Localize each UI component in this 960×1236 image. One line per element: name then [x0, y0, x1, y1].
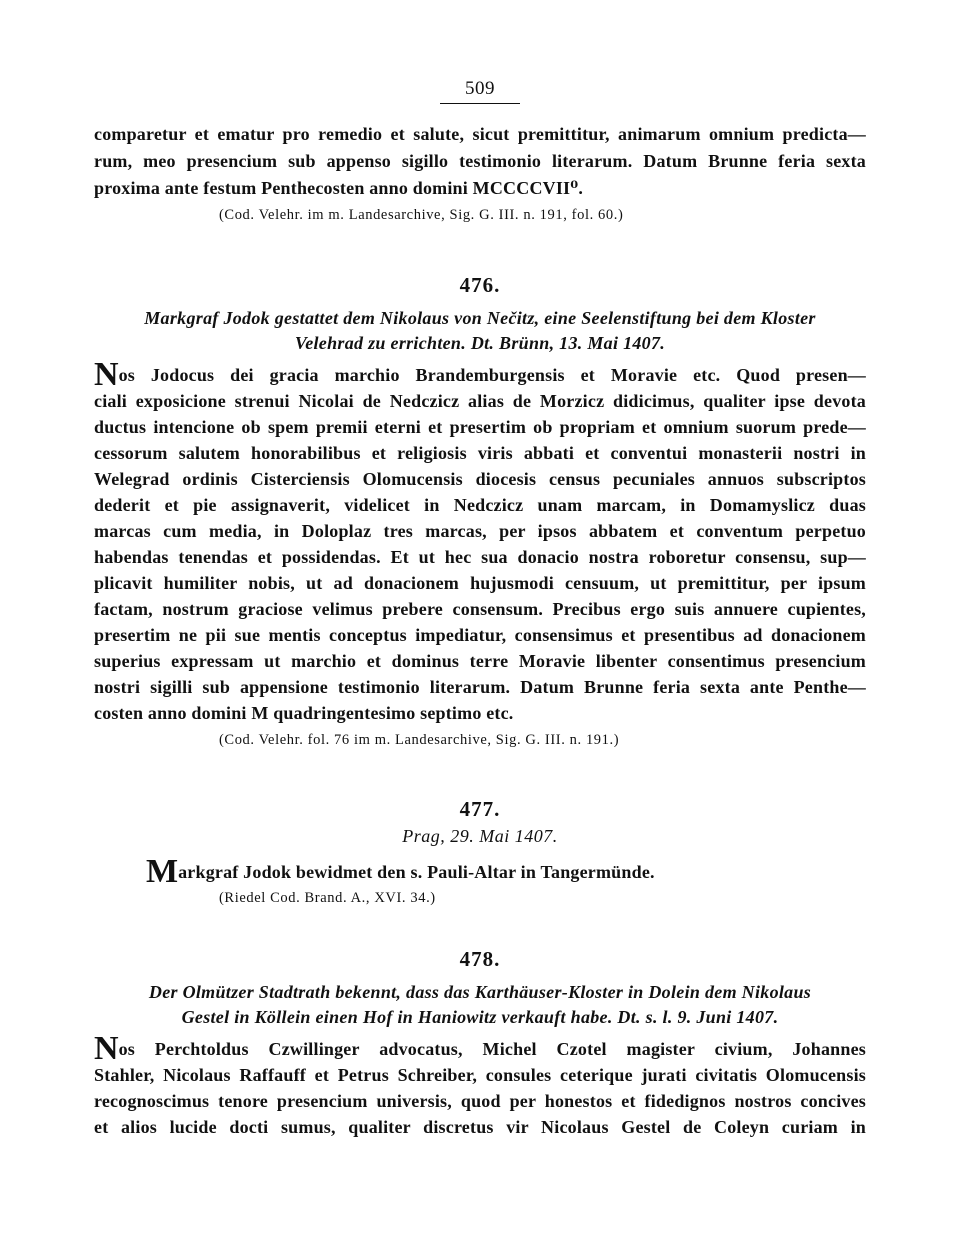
text-line	[94, 1030, 866, 1067]
source-citation: (Cod. Velehr. im m. Landesarchive, Sig. G. III. n. 191, fol. 60.)	[219, 207, 624, 223]
place-date: Prag, 29. Mai 1407.	[402, 826, 558, 846]
document-title-line: Markgraf Jodok gestattet dem Nikolaus von Nečitz, eine Seelenstiftung bei dem Kloster	[144, 308, 816, 328]
document-number: 477.	[459, 797, 501, 821]
text-line: nostri sigilli sub appensione testimonio literarum. Datum Brunne feria sexta ante Penthe—	[94, 677, 866, 697]
initial-letter: N	[94, 1030, 119, 1067]
page-number-rule	[440, 103, 520, 104]
text-line: marcas cum media, in Doloplaz tres marcas, per ipsos abbatem et conventum perpetuo	[94, 521, 866, 541]
text-line: habendas tenendas et possidendas. Et ut hec sua donacio nostra roboretur consensu, sup—	[94, 547, 866, 567]
document-number: 478.	[459, 947, 501, 971]
text-line: rum, meo presencium sub appenso sigillo testimonio literarum. Datum Brunne feria sexta	[94, 151, 866, 171]
text-line	[146, 853, 655, 890]
initial-letter: M	[146, 853, 179, 890]
text-line	[94, 356, 866, 393]
source-citation: (Cod. Velehr. fol. 76 im m. Landesarchive, Sig. G. III. n. 191.)	[219, 732, 620, 748]
text-line: Stahler, Nicolaus Raffauff et Petrus Schreiber, consules ceterique jurati civitatis Olomucensis	[94, 1065, 866, 1085]
text-line: et alios lucide docti sumus, qualiter discretus vir Nicolaus Gestel de Coleyn curiam in	[94, 1117, 866, 1137]
text-line: proxima ante festum Penthecosten anno domini MCCCCVII⁰.	[94, 178, 584, 198]
text-line: cessorum salutem honorabilibus et religiosis viris abbati et conventui monasterii nostri in	[94, 443, 866, 463]
text-line: plicavit humiliter nobis, ut ad donacionem hujusmodi censuum, ut premittitur, per ipsum	[94, 573, 866, 593]
source-citation: (Riedel Cod. Brand. A., XVI. 34.)	[219, 890, 436, 906]
document-number: 476.	[459, 273, 501, 297]
text-line: ciali exposicione strenui Nicolai de Nedczicz alias de Morzicz didicimus, qualiter ipse devota	[94, 391, 866, 411]
text-line: superius expressam ut marchio et dominus terre Moravie libenter consentimus presencium	[94, 651, 866, 671]
page-number: 509	[465, 78, 495, 99]
initial-letter: N	[94, 356, 119, 393]
document-title-line: Gestel in Köllein einen Hof in Haniowitz verkauft habe. Dt. s. l. 9. Juni 1407.	[181, 1007, 779, 1027]
text-line: dederit et pie assignaverit, videlicet in Nedczicz unam marcam, in Domamyslicz duas	[94, 495, 866, 515]
text-line-rest: os Jodocus dei gracia marchio Brandemburgensis et Moravie etc. Quod presen—	[118, 365, 866, 385]
text-line: presertim ne pii sue mentis conceptus impediatur, consensimus et presentibus ad donacionem	[94, 625, 866, 645]
text-line: ductus intencione ob spem premii eterni et presertim ob propriam et omnium suorum prede—	[94, 417, 866, 437]
text-line: Welegrad ordinis Cisterciensis Olomucensis diocesis census pecuniales annuos subscriptos	[94, 469, 866, 489]
text-line: recognoscimus tenore presencium universis, quod per honestos et fidedignos nostros concives	[94, 1091, 866, 1111]
text-line: comparetur et ematur pro remedio et salute, sicut premittitur, animarum omnium predicta—	[94, 124, 866, 144]
text-line: factam, nostrum graciose velimus prebere consensum. Precibus ergo suis annuere cupientes,	[94, 599, 866, 619]
document-title-line: Velehrad zu errichten. Dt. Brünn, 13. Mai 1407.	[294, 333, 666, 353]
document-title-line: Der Olmützer Stadtrath bekennt, dass das Karthäuser-Kloster in Dolein dem Nikolaus	[148, 982, 812, 1002]
text-line-rest: arkgraf Jodok bewidmet den s. Pauli-Altar in Tangermünde.	[178, 862, 655, 882]
text-line-rest: os Perchtoldus Czwillinger advocatus, Michel Czotel magister civium, Johannes	[118, 1039, 866, 1059]
text-line: costen anno domini M quadringentesimo septimo etc.	[94, 703, 514, 723]
